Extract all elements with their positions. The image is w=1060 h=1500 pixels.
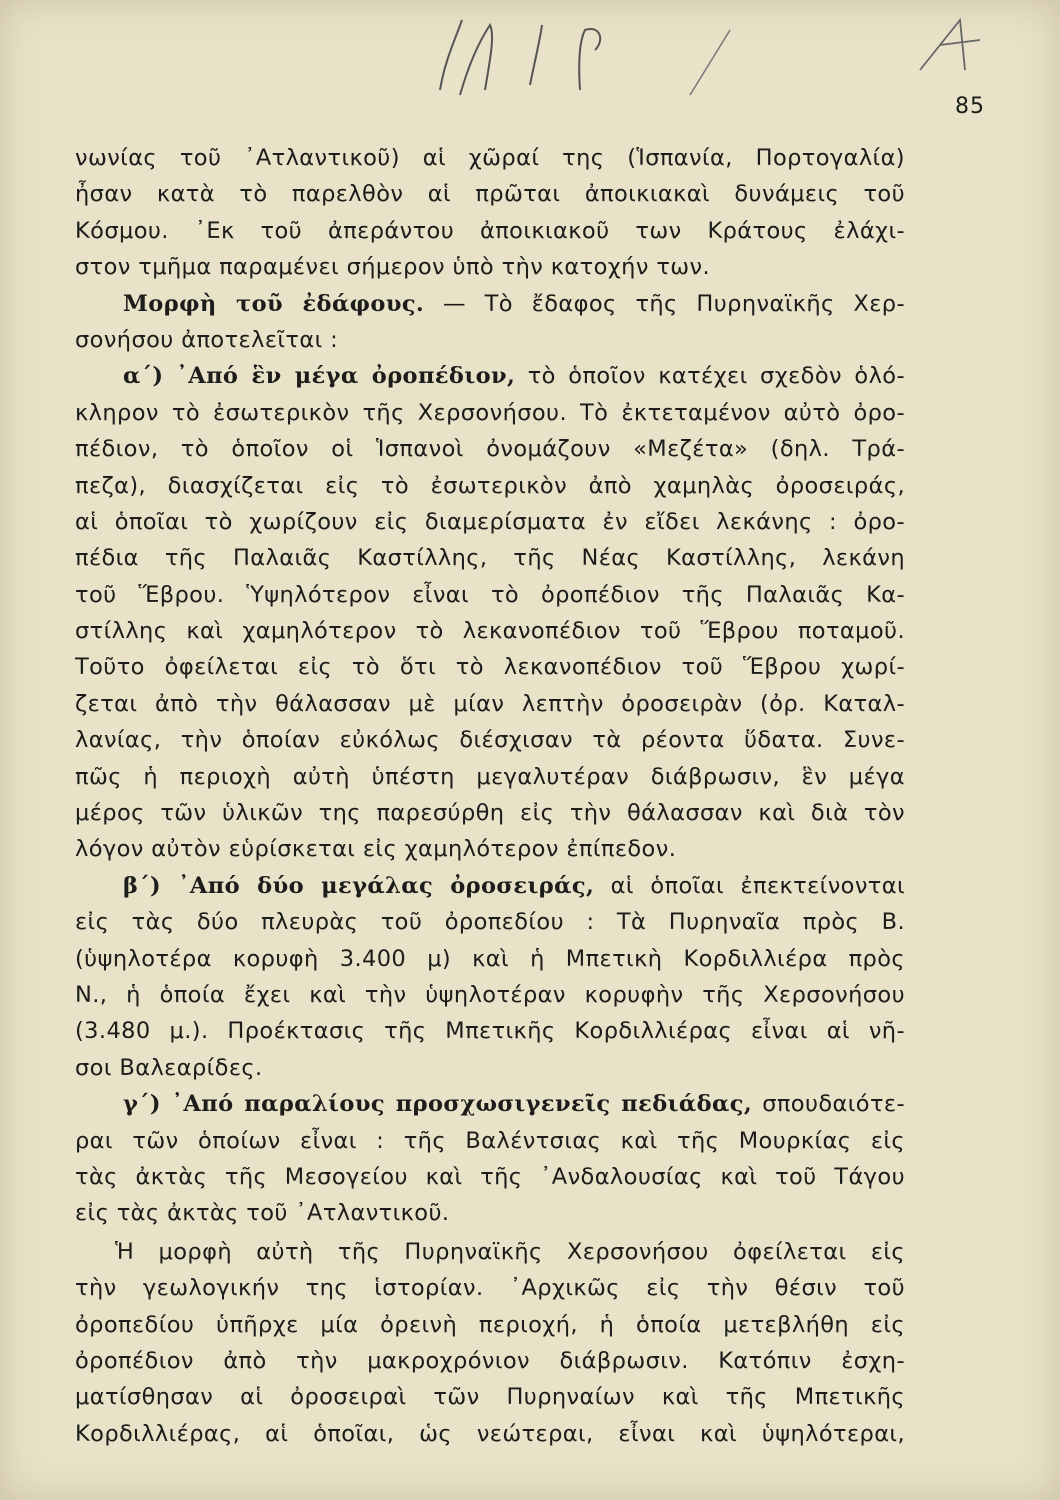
text-line: αἱ ὁποῖαι τὸ χωρίζουν εἰς διαμερίσματα ἐν εἴδει λεκάνης : ὀρο- bbox=[75, 508, 905, 535]
text-line bbox=[75, 358, 905, 394]
text-line: (ὑψηλοτέρα κορυφὴ 3.400 μ) καὶ ἡ Μπετικὴ Κορδιλλιέρα πρὸς bbox=[75, 945, 905, 972]
handwritten-marks bbox=[400, 0, 1020, 120]
text-line: τοῦ Ἕβρου. Ὑψηλότερον εἶναι τὸ ὀροπέδιον τῆς Παλαιᾶς Κα- bbox=[75, 581, 905, 608]
subsection-heading: γ΄) ᾿Από παραλίους προσχωσιγενεῖς πεδιάδας, bbox=[123, 1091, 753, 1118]
text-line bbox=[75, 286, 905, 322]
text-line: Τοῦτο ὀφείλεται εἰς τὸ ὅτι τὸ λεκανοπέδιον τοῦ Ἕβρου χωρί- bbox=[75, 654, 905, 681]
text-run: αἱ ὁποῖαι ἐπεκτείνονται bbox=[594, 872, 905, 899]
subsection-heading: α΄) ᾿Από ἓν μέγα ὀροπέδιον, bbox=[123, 363, 516, 390]
text-line: πεζα), διασχίζεται εἰς τὸ ἐσωτερικὸν ἀπὸ χαμηλὰς ὀροσειράς, bbox=[75, 472, 905, 499]
text-line: πῶς ἡ περιοχὴ αὐτὴ ὑπέστη μεγαλυτέραν διάβρωσιν, ἓν μέγα bbox=[75, 763, 905, 790]
text-line: πέδια τῆς Παλαιᾶς Καστίλλης, τῆς Νέας Καστίλλης, λεκάνη bbox=[75, 545, 905, 572]
text-line: εἰς τὰς ἀκτὰς τοῦ ᾿Ατλαντικοῦ. bbox=[75, 1200, 450, 1227]
text-line: πέδιον, τὸ ὁποῖον οἱ Ἱσπανοὶ ὀνομάζουν «Μεζέτα» (δηλ. Τρά- bbox=[75, 436, 905, 463]
text-line: τὴν γεωλογικήν της ἱστορίαν. ᾿Αρχικῶς εἰς τὴν θέσιν τοῦ bbox=[75, 1275, 905, 1302]
text-line: λανίας, τὴν ὁποίαν εὐκόλως διέσχισαν τὰ ρέοντα ὕδατα. Συνε- bbox=[75, 727, 905, 754]
text-line: εἰς τὰς δύο πλευρὰς τοῦ ὀροπεδίου : Τὰ Πυρηναῖα πρὸς Β. bbox=[75, 909, 905, 936]
text-line: νωνίας τοῦ ᾿Ατλαντικοῦ) αἱ χῶραί της (Ἱσπανία, Πορτογαλία) bbox=[75, 145, 905, 171]
subsection-heading: β΄) ᾿Από δύο μεγάλας ὀροσειράς, bbox=[123, 872, 595, 899]
text-line bbox=[75, 868, 905, 904]
body-text bbox=[75, 140, 905, 1452]
text-line: στον τμῆμα παραμένει σήμερον ὑπὸ τὴν κατοχήν των. bbox=[75, 254, 711, 281]
text-line: στίλλης καὶ χαμηλότερον τὸ λεκανοπέδιον τοῦ Ἕβρου ποταμοῦ. bbox=[75, 618, 905, 645]
text-line: κληρον τὸ ἐσωτερικὸν τῆς Χερσονήσου. Τὸ ἐκτεταμένον αὐτὸ ὀρο- bbox=[75, 399, 905, 426]
text-line: Ν., ἡ ὁποία ἔχει καὶ τὴν ὑψηλοτέραν κορυφὴν τῆς Χερσονήσου bbox=[75, 981, 905, 1008]
text-line: σοι Βαλεαρίδες. bbox=[75, 1054, 263, 1081]
text-line: λόγον αὐτὸν εὑρίσκεται εἰς χαμηλότερον ἐπίπεδον. bbox=[75, 836, 677, 863]
text-line: σονήσου ἀποτελεῖται : bbox=[75, 326, 339, 353]
text-line: ὀροπέδιον ἀπὸ τὴν μακροχρόνιον διάβρωσιν. Κατόπιν ἐσχη- bbox=[75, 1347, 905, 1374]
text-line: ζεται ἀπὸ τὴν θάλασσαν μὲ μίαν λεπτὴν ὀροσειρὰν (ὀρ. Καταλ- bbox=[75, 690, 905, 717]
text-run: σπουδαιότε- bbox=[752, 1091, 905, 1118]
text-line bbox=[75, 1086, 905, 1122]
text-line: μέρος τῶν ὑλικῶν της παρεσύρθη εἰς τὴν θάλασσαν καὶ διὰ τὸν bbox=[75, 800, 905, 827]
text-run: τὸ ὁποῖον κατέχει σχεδὸν ὁλό- bbox=[515, 363, 905, 390]
text-run: — Τὸ ἔδαφος τῆς Πυρηναϊκῆς Χερ- bbox=[424, 290, 905, 317]
text-line: ὀροπεδίου ὑπῆρχε μία ὀρεινὴ περιοχή, ἡ ὁποία μετεβλήθη εἰς bbox=[75, 1311, 905, 1338]
text-line: (3.480 μ.). Προέκτασις τῆς Μπετικῆς Κορδιλλιέρας εἶναι αἱ νῆ- bbox=[75, 1018, 905, 1045]
text-line: τὰς ἀκτὰς τῆς Μεσογείου καὶ τῆς ᾿Ανδαλουσίας καὶ τοῦ Τάγου bbox=[75, 1163, 905, 1190]
page-number: 85 bbox=[955, 94, 985, 119]
section-heading: Μορφὴ τοῦ ἐδάφους. bbox=[123, 290, 425, 317]
text-line: Κόσμου. ᾿Εκ τοῦ ἀπεράντου ἀποικιακοῦ των Κράτους ἐλάχι- bbox=[75, 217, 905, 244]
text-line: ἦσαν κατὰ τὸ παρελθὸν αἱ πρῶται ἀποικιακαὶ δυνάμεις τοῦ bbox=[75, 181, 905, 208]
text-line: Ἡ μορφὴ αὐτὴ τῆς Πυρηναϊκῆς Χερσονήσου ὀφείλεται εἰς bbox=[115, 1238, 905, 1265]
text-line: Κορδιλλιέρας, αἱ ὁποῖαι, ὡς νεώτεραι, εἶναι καὶ ὑψηλότεραι, bbox=[75, 1420, 905, 1447]
text-line: ματίσθησαν αἱ ὀροσειραὶ τῶν Πυρηναίων καὶ τῆς Μπετικῆς bbox=[75, 1384, 905, 1411]
text-line: ραι τῶν ὁποίων εἶναι : τῆς Βαλέντσιας καὶ τῆς Μουρκίας εἰς bbox=[75, 1127, 905, 1154]
